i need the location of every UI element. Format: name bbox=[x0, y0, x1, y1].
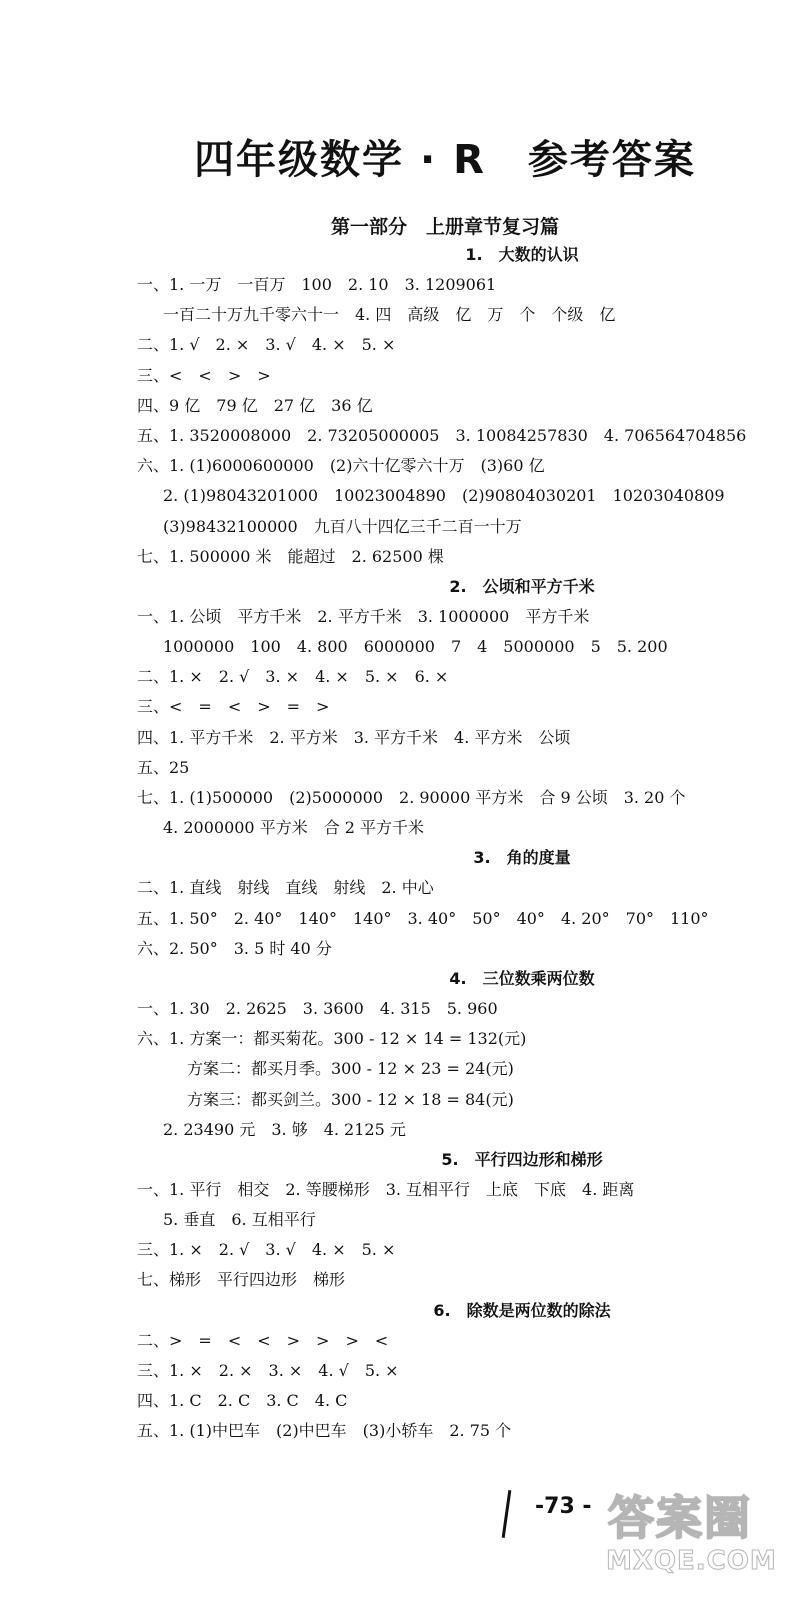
answer-line: 三、1. × 2. √ 3. √ 4. × 5. × bbox=[137, 1240, 396, 1260]
answer-line: 1000000 100 4. 800 6000000 7 4 5000000 5 5. 200 bbox=[163, 637, 668, 657]
answer-line: 一、1. 公顷 平方千米 2. 平方千米 3. 1000000 平方千米 bbox=[137, 606, 590, 626]
answer-line: 一百二十万九千零六十一 4. 四 高级 亿 万 个 个级 亿 bbox=[163, 305, 616, 325]
answer-line: 五、1. (1)中巴车 (2)中巴车 (3)小轿车 2. 75 个 bbox=[137, 1421, 512, 1441]
answer-line: 二、1. × 2. √ 3. × 4. × 5. × 6. × bbox=[137, 667, 449, 687]
section-heading: 4. 三位数乘两位数 bbox=[449, 968, 595, 988]
answer-line: 三、< < > > bbox=[137, 365, 271, 385]
answer-line: 二、1. 直线 射线 直线 射线 2. 中心 bbox=[137, 878, 434, 898]
answer-line: 六、2. 50° 3. 5 时 40 分 bbox=[137, 938, 332, 958]
page-title: 四年级数学 · R 参考答案 bbox=[194, 137, 696, 183]
answer-line: 方案三：都买剑兰。300 - 12 × 18 = 84(元) bbox=[187, 1089, 514, 1109]
answer-line: 方案二：都买月季。300 - 12 × 23 = 24(元) bbox=[187, 1059, 514, 1079]
answer-line: 四、9 亿 79 亿 27 亿 36 亿 bbox=[137, 395, 373, 415]
page-number: -73 - bbox=[535, 1494, 592, 1519]
answer-line: 六、1. (1)6000600000 (2)六十亿零六十万 (3)60 亿 bbox=[137, 456, 545, 476]
answer-line: 六、1. 方案一：都买菊花。300 - 12 × 14 = 132(元) bbox=[137, 1029, 527, 1049]
answer-line: 四、1. 平方千米 2. 平方米 3. 平方千米 4. 平方米 公顷 bbox=[137, 727, 571, 747]
answer-line: 五、25 bbox=[137, 757, 190, 777]
watermark-logo bbox=[600, 1478, 795, 1596]
section-heading: 1. 大数的认识 bbox=[465, 245, 579, 264]
watermark-text-en: MXQE.COM bbox=[606, 1546, 777, 1576]
section-heading: 2. 公顷和平方千米 bbox=[449, 576, 595, 596]
answer-content bbox=[137, 240, 777, 1446]
answer-line: 五、1. 50° 2. 40° 140° 140° 3. 40° 50° 40° 4. 20° 70° 110° bbox=[137, 908, 709, 928]
section-heading: 6. 除数是两位数的除法 bbox=[433, 1300, 611, 1320]
answer-line: 三、1. × 2. × 3. × 4. √ 5. × bbox=[137, 1360, 399, 1380]
answer-line: 一、1. 平行 相交 2. 等腰梯形 3. 互相平行 上底 下底 4. 距离 bbox=[137, 1179, 635, 1199]
answer-line: 三、< = < > = > bbox=[137, 697, 330, 717]
answer-line: 5. 垂直 6. 互相平行 bbox=[163, 1210, 316, 1230]
answer-line: 二、> = < < > > > < bbox=[137, 1330, 389, 1350]
answer-line: 七、1. 500000 米 能超过 2. 62500 棵 bbox=[137, 546, 444, 566]
watermark-text-cn: 答案圈 bbox=[608, 1491, 752, 1545]
answer-line: 一、1. 一万 一百万 100 2. 10 3. 1209061 bbox=[137, 275, 497, 294]
section-heading: 5. 平行四边形和梯形 bbox=[441, 1149, 603, 1169]
answer-line: 2. 23490 元 3. 够 4. 2125 元 bbox=[163, 1119, 406, 1139]
section-heading: 3. 角的度量 bbox=[473, 848, 571, 868]
part-title: 第一部分 上册章节复习篇 bbox=[330, 216, 559, 238]
answer-line: (3)98432100000 九百八十四亿三千二百一十万 bbox=[163, 516, 522, 536]
answer-line: 4. 2000000 平方米 合 2 平方千米 bbox=[163, 818, 425, 838]
answer-line: 一、1. 30 2. 2625 3. 3600 4. 315 5. 960 bbox=[137, 998, 498, 1018]
answer-line: 七、1. (1)500000 (2)5000000 2. 90000 平方米 合 9 公顷 3. 20 个 bbox=[137, 788, 686, 807]
answer-line: 2. (1)98043201000 10023004890 (2)90804030201 10203040809 bbox=[163, 486, 725, 506]
answer-line: 四、1. C 2. C 3. C 4. C bbox=[137, 1391, 348, 1410]
answer-line: 五、1. 3520008000 2. 73205000005 3. 10084257830 4. 706564704856 bbox=[137, 425, 747, 445]
answer-line: 七、梯形 平行四边形 梯形 bbox=[137, 1270, 346, 1290]
margin-mark bbox=[502, 1490, 512, 1538]
answer-line: 二、1. √ 2. × 3. √ 4. × 5. × bbox=[137, 335, 396, 355]
